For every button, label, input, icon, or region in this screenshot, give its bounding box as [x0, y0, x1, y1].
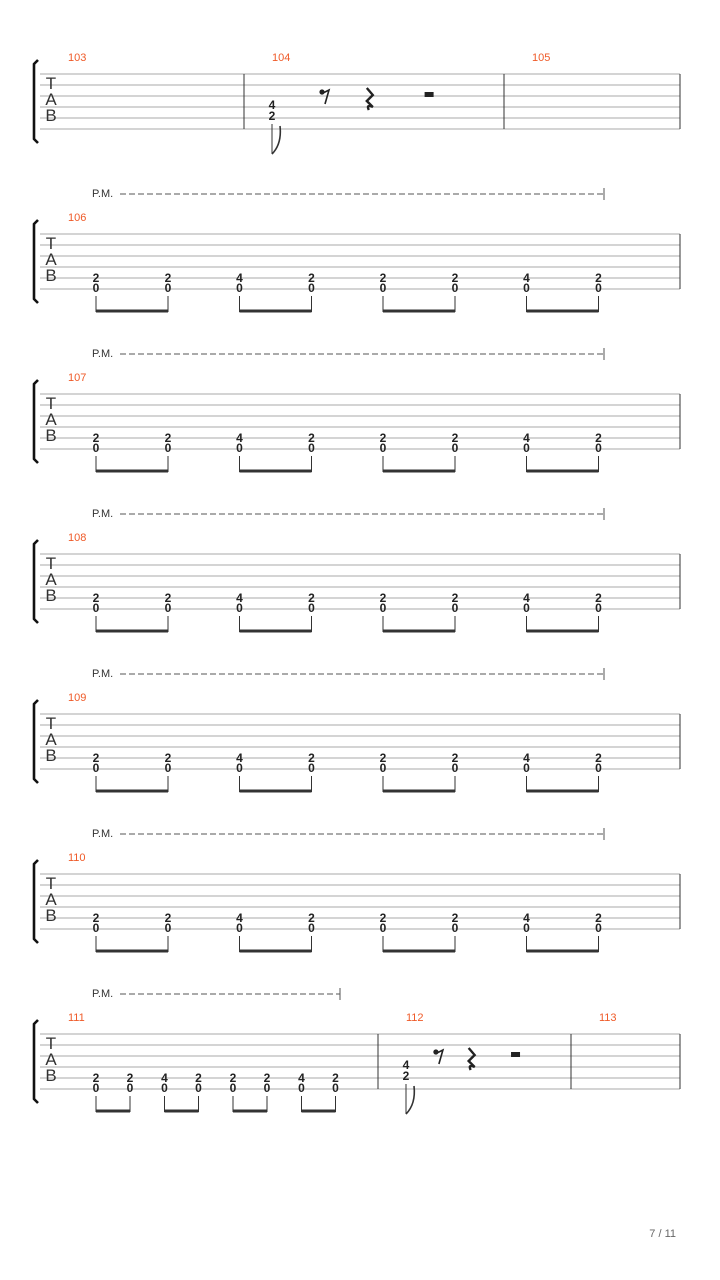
- tab-clef-a: A: [45, 570, 57, 589]
- tab-clef-a: A: [45, 90, 57, 109]
- measure-number: 107: [68, 372, 87, 384]
- fret-number: 0: [164, 281, 172, 295]
- fret-number: 2: [451, 911, 459, 925]
- fret-number: 0: [379, 441, 387, 455]
- system-bracket: [34, 860, 38, 943]
- fret-number: 2: [164, 911, 172, 925]
- tab-clef-b: B: [45, 746, 57, 765]
- fret-number: 2: [451, 271, 459, 285]
- fret-number: 0: [236, 921, 243, 935]
- system-bracket: [34, 1020, 38, 1103]
- palm-mute-label: P.M.: [92, 668, 114, 680]
- palm-mute-label: P.M.: [92, 348, 114, 360]
- fret-number: 0: [164, 761, 172, 775]
- fret-number: 0: [379, 281, 387, 295]
- fret-number: 0: [595, 281, 602, 295]
- measure-number: 105: [532, 52, 551, 64]
- fret-number: 4: [298, 1071, 305, 1085]
- fret-number: 0: [451, 921, 459, 935]
- fret-number: 2: [308, 431, 315, 445]
- tab-clef-b: B: [45, 586, 57, 605]
- measure-number: 112: [406, 1012, 424, 1024]
- fret-number: 0: [92, 441, 100, 455]
- measure-number: 108: [68, 532, 87, 544]
- fret-number: 2: [164, 591, 172, 605]
- tab-clef-a: A: [45, 250, 57, 269]
- fret-number: 2: [595, 751, 602, 765]
- system-bracket: [34, 220, 38, 303]
- palm-mute-label: P.M.: [92, 508, 114, 520]
- tab-clef-t: T: [45, 554, 57, 573]
- measure-number: 110: [68, 852, 86, 864]
- measure-number: 111: [68, 1012, 85, 1024]
- tab-clef-a: A: [45, 1050, 57, 1069]
- fret-number: 4: [523, 431, 530, 445]
- fret-number: 4: [402, 1058, 410, 1072]
- fret-number: 0: [523, 281, 530, 295]
- quarter-rest: [469, 1048, 475, 1070]
- fret-number: 2: [379, 271, 387, 285]
- fret-number: 2: [92, 271, 100, 285]
- fret-number: 0: [451, 601, 459, 615]
- fret-number: 0: [451, 441, 459, 455]
- fret-number: 2: [379, 591, 387, 605]
- fret-number: 0: [379, 761, 387, 775]
- fret-number: 0: [451, 761, 459, 775]
- fret-number: 0: [379, 601, 387, 615]
- system-bracket: [34, 540, 38, 623]
- half-rest: [511, 1052, 520, 1057]
- half-rest: [425, 92, 434, 97]
- fret-number: 0: [161, 1081, 168, 1095]
- fret-number: 0: [308, 761, 315, 775]
- fret-number: 0: [195, 1081, 202, 1095]
- fret-number: 4: [268, 98, 276, 112]
- fret-number: 0: [236, 761, 243, 775]
- fret-number: 2: [164, 751, 172, 765]
- fret-number: 0: [164, 441, 172, 455]
- measure-number: 104: [272, 52, 291, 64]
- system-bracket: [34, 700, 38, 783]
- tab-clef-t: T: [45, 1034, 57, 1053]
- tab-clef-t: T: [45, 394, 57, 413]
- fret-number: 0: [523, 441, 530, 455]
- fret-number: 0: [523, 601, 530, 615]
- fret-number: 4: [236, 591, 243, 605]
- fret-number: 2: [451, 431, 459, 445]
- fret-number: 2: [308, 751, 315, 765]
- fret-number: 2: [92, 591, 100, 605]
- fret-number: 2: [263, 1071, 271, 1085]
- fret-number: 0: [236, 281, 243, 295]
- eighth-flag: [272, 126, 280, 154]
- fret-number: 2: [451, 591, 459, 605]
- tab-clef-b: B: [45, 906, 57, 925]
- fret-number: 2: [595, 911, 602, 925]
- fret-number: 0: [164, 601, 172, 615]
- fret-number: 0: [92, 921, 100, 935]
- palm-mute-label: P.M.: [92, 828, 114, 840]
- palm-mute-label: P.M.: [92, 988, 114, 1000]
- tab-clef-t: T: [45, 714, 57, 733]
- fret-number: 0: [308, 441, 315, 455]
- tab-clef-t: T: [45, 234, 57, 253]
- system-bracket: [34, 60, 38, 143]
- fret-number: 0: [308, 281, 315, 295]
- eighth-rest: [323, 90, 329, 104]
- tab-clef-t: T: [45, 874, 57, 893]
- fret-number: 2: [595, 591, 602, 605]
- fret-number: 4: [236, 431, 243, 445]
- fret-number: 2: [92, 431, 100, 445]
- fret-number: 2: [379, 911, 387, 925]
- fret-number: 0: [595, 761, 602, 775]
- fret-number: 0: [92, 601, 100, 615]
- fret-number: 4: [236, 751, 243, 765]
- fret-number: 0: [451, 281, 459, 295]
- fret-number: 0: [595, 601, 602, 615]
- fret-number: 4: [523, 911, 530, 925]
- fret-number: 4: [523, 591, 530, 605]
- fret-number: 2: [379, 751, 387, 765]
- fret-number: 2: [92, 911, 100, 925]
- fret-number: 4: [236, 911, 243, 925]
- fret-number: 0: [263, 1081, 271, 1095]
- fret-number: 2: [451, 751, 459, 765]
- fret-number: 0: [298, 1081, 305, 1095]
- measure-number: 109: [68, 692, 87, 704]
- fret-number: 2: [268, 109, 276, 123]
- fret-number: 0: [164, 921, 172, 935]
- fret-number: 2: [379, 431, 387, 445]
- fret-number: 2: [308, 271, 315, 285]
- tab-clef-b: B: [45, 266, 57, 285]
- measure-number: 103: [68, 52, 87, 64]
- tab-clef-b: B: [45, 426, 57, 445]
- fret-number: 0: [595, 441, 602, 455]
- tab-clef-a: A: [45, 890, 57, 909]
- fret-number: 2: [92, 1071, 100, 1085]
- tab-clef-a: A: [45, 730, 57, 749]
- fret-number: 2: [92, 751, 100, 765]
- tab-clef-t: T: [45, 74, 57, 93]
- fret-number: 2: [229, 1071, 237, 1085]
- fret-number: 0: [523, 921, 530, 935]
- quarter-rest: [367, 88, 373, 110]
- tab-clef-b: B: [45, 106, 57, 125]
- fret-number: 2: [164, 271, 172, 285]
- fret-number: 2: [126, 1071, 134, 1085]
- fret-number: 0: [308, 601, 315, 615]
- fret-number: 2: [402, 1069, 410, 1083]
- fret-number: 0: [92, 761, 100, 775]
- fret-number: 0: [126, 1081, 134, 1095]
- palm-mute-label: P.M.: [92, 188, 114, 200]
- fret-number: 4: [236, 271, 243, 285]
- fret-number: 0: [595, 921, 602, 935]
- measure-number: 106: [68, 212, 87, 224]
- fret-number: 0: [308, 921, 315, 935]
- fret-number: 0: [236, 601, 243, 615]
- tab-clef-a: A: [45, 410, 57, 429]
- fret-number: 2: [595, 271, 602, 285]
- fret-number: 0: [92, 1081, 100, 1095]
- system-bracket: [34, 380, 38, 463]
- fret-number: 0: [379, 921, 387, 935]
- fret-number: 4: [161, 1071, 168, 1085]
- fret-number: 0: [523, 761, 530, 775]
- fret-number: 2: [164, 431, 172, 445]
- fret-number: 2: [595, 431, 602, 445]
- tab-clef-b: B: [45, 1066, 57, 1085]
- eighth-rest: [437, 1050, 443, 1064]
- fret-number: 0: [229, 1081, 237, 1095]
- eighth-flag: [406, 1086, 414, 1114]
- fret-number: 2: [332, 1071, 339, 1085]
- fret-number: 2: [195, 1071, 202, 1085]
- fret-number: 2: [308, 591, 315, 605]
- fret-number: 4: [523, 271, 530, 285]
- fret-number: 2: [308, 911, 315, 925]
- fret-number: 0: [236, 441, 243, 455]
- page-number: 7 / 11: [649, 1228, 676, 1240]
- fret-number: 0: [92, 281, 100, 295]
- fret-number: 4: [523, 751, 530, 765]
- measure-number: 113: [599, 1012, 617, 1024]
- fret-number: 0: [332, 1081, 339, 1095]
